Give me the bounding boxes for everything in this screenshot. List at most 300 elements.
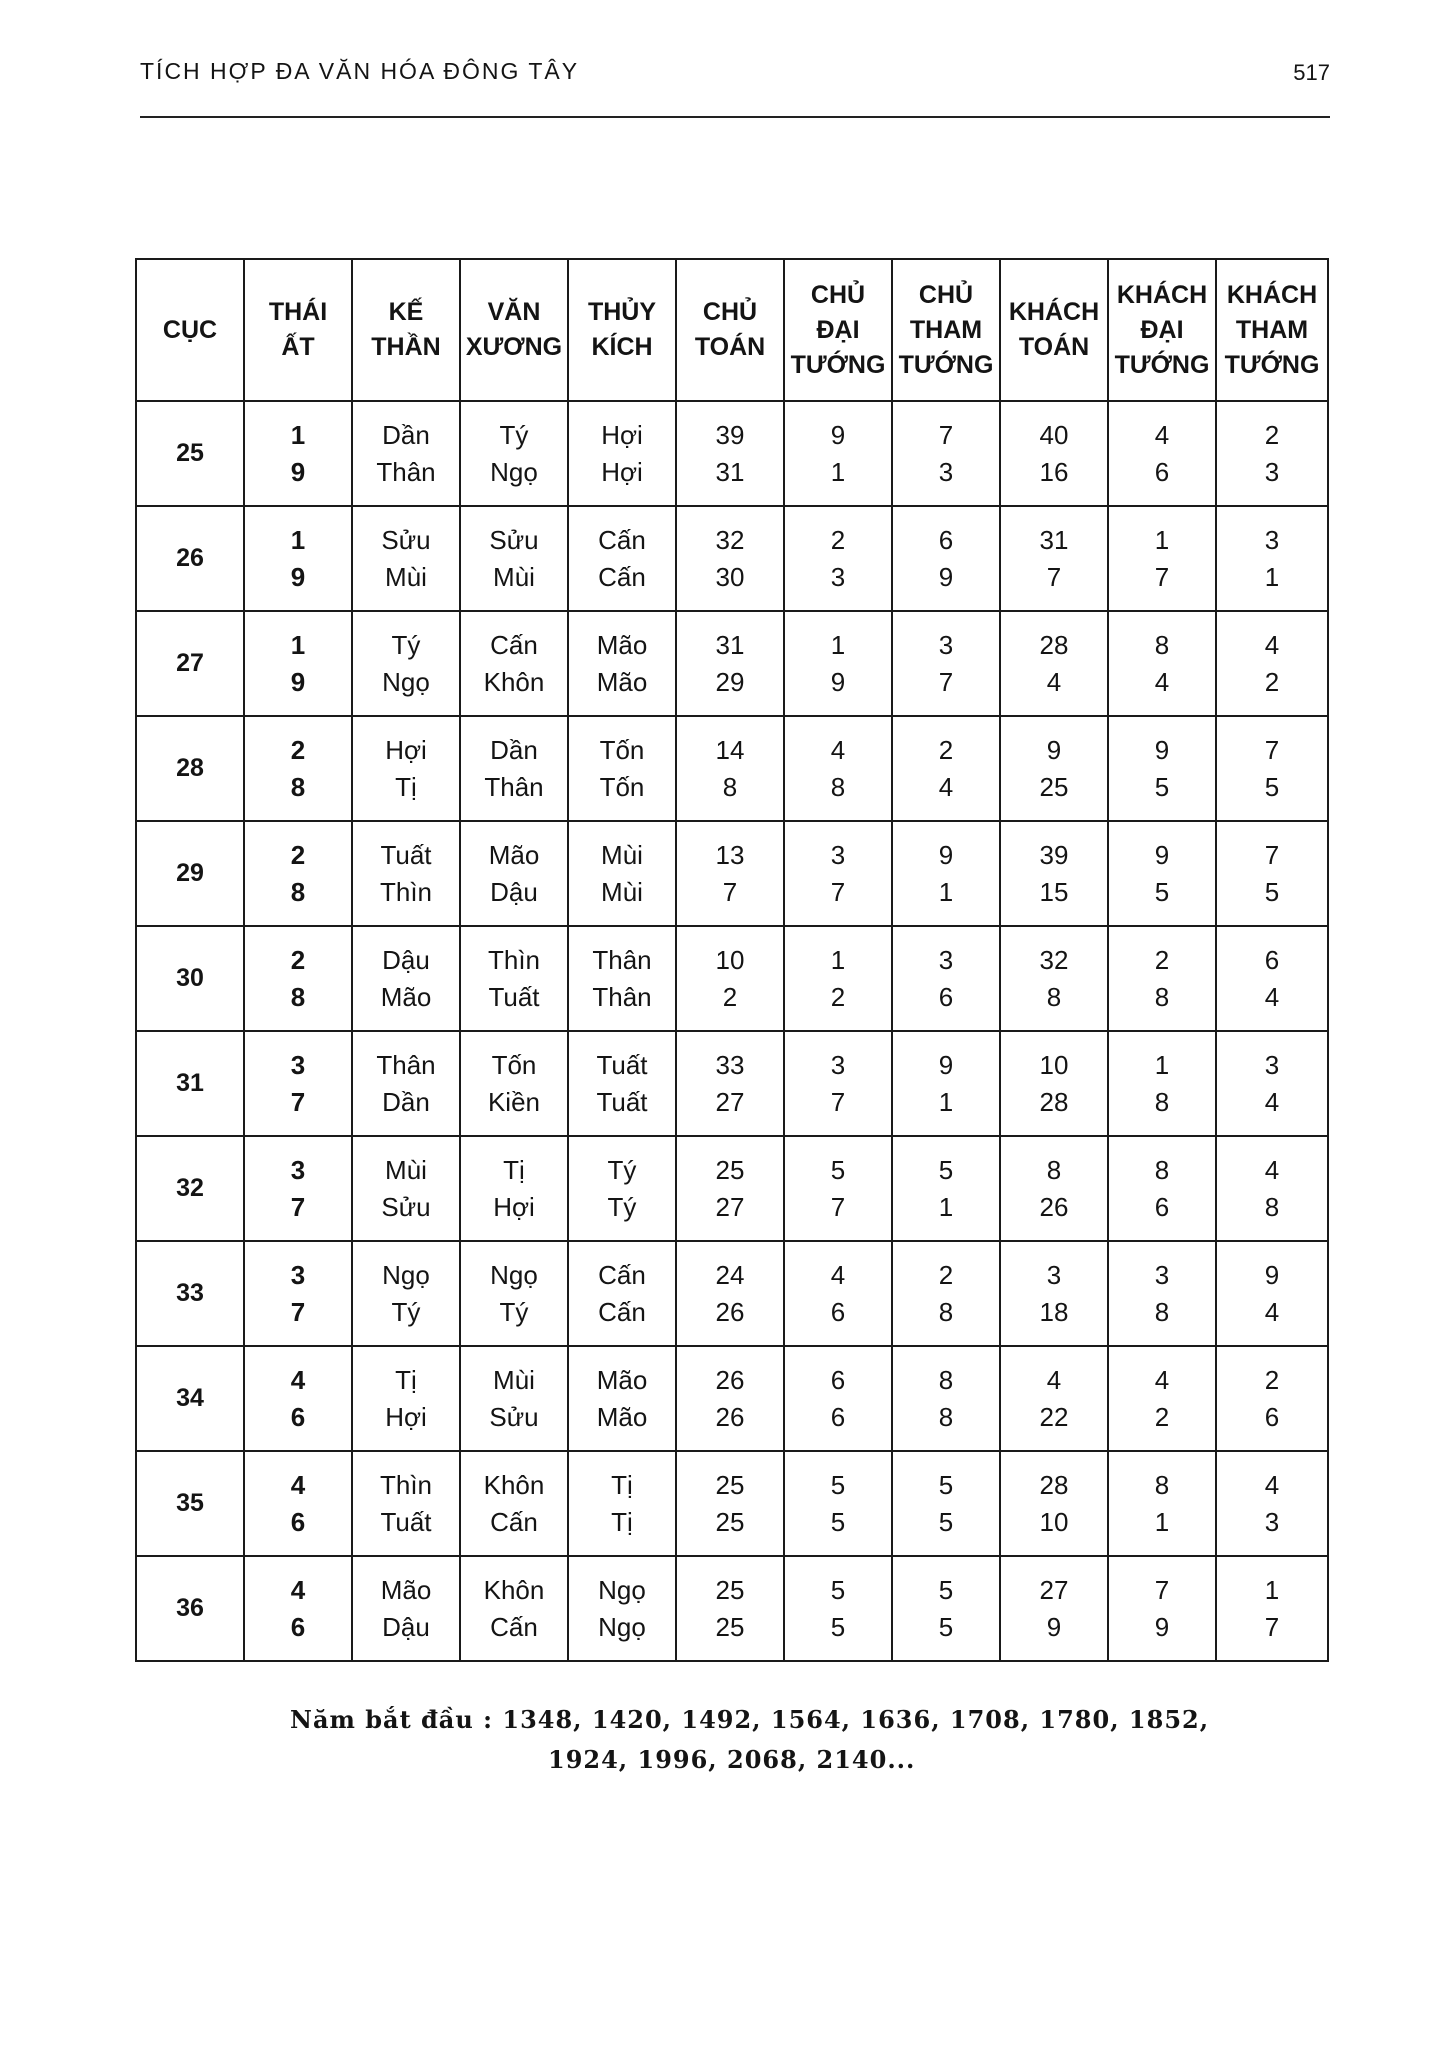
cell-value: Tuất xyxy=(596,1086,648,1117)
cell-value: 4 xyxy=(1046,1364,1062,1395)
cell-value: Khôn xyxy=(483,1574,545,1605)
table-cell xyxy=(244,611,352,716)
cell-value: 9 xyxy=(290,561,306,592)
table-cell xyxy=(1216,401,1328,506)
cell-value: 28 xyxy=(1039,1086,1069,1117)
table-cell xyxy=(1108,1136,1216,1241)
table-row xyxy=(136,821,1328,926)
cell-value: 3 xyxy=(1264,1506,1280,1537)
cell-value: 3 xyxy=(830,839,846,870)
cell-value: 4 xyxy=(938,771,954,802)
table-cell xyxy=(1000,1556,1108,1661)
cell-value: 7 xyxy=(290,1191,306,1222)
cell-value: 39 xyxy=(1039,839,1069,870)
table-cell xyxy=(352,716,460,821)
cell-value: 25 xyxy=(715,1469,745,1500)
cell-value: 9 xyxy=(290,666,306,697)
table-cell xyxy=(676,1241,784,1346)
column-header xyxy=(352,259,460,401)
column-header xyxy=(244,259,352,401)
cell-value: Tuất xyxy=(596,1049,648,1080)
table-cell xyxy=(784,506,892,611)
column-header xyxy=(676,259,784,401)
cell-value: 7 xyxy=(1264,1611,1280,1642)
table-cell xyxy=(676,506,784,611)
cell-value: 2 xyxy=(1264,419,1280,450)
cell-value: Mão xyxy=(488,839,540,870)
table-cell xyxy=(460,1451,568,1556)
cell-value: Tị xyxy=(611,1469,633,1500)
cell-value: 30 xyxy=(715,561,745,592)
table-row xyxy=(136,716,1328,821)
cell-value: 1 xyxy=(1154,1049,1170,1080)
cell-value: 6 xyxy=(1264,944,1280,975)
cell-value: 5 xyxy=(938,1469,954,1500)
cuc-number-cell: 31 xyxy=(136,1031,244,1136)
table-cell xyxy=(568,401,676,506)
column-header-line: CỤC xyxy=(162,315,218,344)
cell-value: 3 xyxy=(290,1049,306,1080)
cell-value: Tý xyxy=(607,1154,637,1185)
cell-value: Mùi xyxy=(385,561,427,592)
cell-value: Tị xyxy=(503,1154,525,1185)
cell-value: 9 xyxy=(938,561,954,592)
column-header-line: TƯỚNG xyxy=(1224,350,1320,379)
table-cell xyxy=(460,821,568,926)
cell-value: 9 xyxy=(1264,1259,1280,1290)
cell-value: Thìn xyxy=(379,876,433,907)
cell-value: Tý xyxy=(607,1191,637,1222)
cell-value: 8 xyxy=(1046,981,1062,1012)
table-cell xyxy=(568,1451,676,1556)
table-cell xyxy=(460,926,568,1031)
cell-value: 32 xyxy=(1039,944,1069,975)
cell-value: Tý xyxy=(391,629,421,660)
cuc-number-cell: 35 xyxy=(136,1451,244,1556)
cell-value: 2 xyxy=(938,1259,954,1290)
table-cell xyxy=(784,1136,892,1241)
cell-value: 14 xyxy=(715,734,745,765)
cell-value: Sửu xyxy=(381,1191,431,1222)
column-header-line: TOÁN xyxy=(1018,333,1090,361)
column-header-line: TƯỚNG xyxy=(790,350,886,379)
cell-value: 5 xyxy=(938,1574,954,1605)
column-header-line: XƯƠNG xyxy=(465,333,563,361)
cell-value: 9 xyxy=(830,419,846,450)
footer-note xyxy=(290,1700,1310,1780)
table-cell xyxy=(568,1136,676,1241)
cell-value: Cấn xyxy=(598,561,646,592)
cell-value: 3 xyxy=(1046,1259,1062,1290)
column-header-line: CHỦ xyxy=(810,280,866,309)
cell-value: 9 xyxy=(1046,734,1062,765)
cell-value: Cấn xyxy=(490,1506,538,1537)
column-header-line: KÍCH xyxy=(591,333,653,361)
cell-value: 4 xyxy=(290,1364,306,1395)
table-cell xyxy=(568,716,676,821)
column-header xyxy=(1216,259,1328,401)
cell-value: 1 xyxy=(290,629,306,660)
cell-value: Hợi xyxy=(493,1191,535,1222)
table-cell xyxy=(1108,716,1216,821)
cell-value: 1 xyxy=(1154,1506,1170,1537)
table-row xyxy=(136,1031,1328,1136)
table-cell xyxy=(892,716,1000,821)
cell-value: 8 xyxy=(1154,1296,1170,1327)
table-cell xyxy=(568,1241,676,1346)
cell-value: Mão xyxy=(596,666,648,697)
cell-value: 28 xyxy=(1039,629,1069,660)
cell-value: Mùi xyxy=(493,561,535,592)
cell-value: 4 xyxy=(1154,419,1170,450)
cell-value: Tý xyxy=(499,1296,529,1327)
cell-value: Thân xyxy=(376,1049,436,1080)
table-cell xyxy=(352,506,460,611)
column-header xyxy=(460,259,568,401)
cell-value: 5 xyxy=(1264,876,1280,907)
column-header-line: THAM xyxy=(1235,315,1309,344)
cell-value: 5 xyxy=(938,1611,954,1642)
cell-value: 26 xyxy=(715,1296,745,1327)
cell-value: 25 xyxy=(1039,771,1069,802)
cell-value: 7 xyxy=(1264,839,1280,870)
table-cell xyxy=(568,1346,676,1451)
cell-value: Cấn xyxy=(598,1296,646,1327)
cell-value: 1 xyxy=(938,1086,954,1117)
table-cell xyxy=(1000,716,1108,821)
cell-value: 4 xyxy=(1264,1469,1280,1500)
cell-value: Cấn xyxy=(490,1611,538,1642)
table-cell xyxy=(352,1346,460,1451)
cuc-number-cell: 33 xyxy=(136,1241,244,1346)
cell-value: Cấn xyxy=(598,1259,646,1290)
table-cell xyxy=(1000,1346,1108,1451)
table-cell xyxy=(892,1451,1000,1556)
cell-value: 5 xyxy=(938,1506,954,1537)
table-cell xyxy=(568,1031,676,1136)
cell-value: 8 xyxy=(938,1296,954,1327)
column-header-line: ĐẠI xyxy=(1140,315,1184,344)
cell-value: 4 xyxy=(1154,666,1170,697)
table-cell xyxy=(352,1136,460,1241)
cell-value: 1 xyxy=(290,524,306,555)
cell-value: Mão xyxy=(596,629,648,660)
cell-value: 7 xyxy=(1264,734,1280,765)
page-number: 517 xyxy=(1293,60,1330,85)
cell-value: 8 xyxy=(830,771,846,802)
cell-value: 2 xyxy=(1264,666,1280,697)
cell-value: 5 xyxy=(830,1154,846,1185)
table-cell xyxy=(352,401,460,506)
cell-value: 6 xyxy=(1154,1191,1170,1222)
table-cell xyxy=(1108,1241,1216,1346)
cell-value: 8 xyxy=(1154,1469,1170,1500)
table-row xyxy=(136,1451,1328,1556)
table-cell xyxy=(1000,506,1108,611)
cell-value: 32 xyxy=(715,524,745,555)
cell-value: 8 xyxy=(290,771,306,802)
cell-value: 25 xyxy=(715,1506,745,1537)
cell-value: 7 xyxy=(1046,561,1062,592)
column-header-line: KHÁCH xyxy=(1116,280,1208,309)
column-header-line: CHỦ xyxy=(918,280,974,309)
cell-value: 22 xyxy=(1039,1401,1069,1432)
cell-value: Mão xyxy=(596,1401,648,1432)
column-header-line: KẾ xyxy=(388,298,424,326)
cuc-number-cell: 29 xyxy=(136,821,244,926)
cell-value: 18 xyxy=(1039,1296,1069,1327)
table-cell xyxy=(244,1556,352,1661)
table-row xyxy=(136,1241,1328,1346)
cell-value: 10 xyxy=(1039,1049,1069,1080)
cuc-number-cell: 27 xyxy=(136,611,244,716)
table-cell xyxy=(568,611,676,716)
table-cell xyxy=(892,821,1000,926)
cell-value: 3 xyxy=(830,561,846,592)
cell-value: Hợi xyxy=(385,1401,427,1432)
table-cell xyxy=(784,1556,892,1661)
table-cell xyxy=(460,401,568,506)
cell-value: 2 xyxy=(938,734,954,765)
cell-value: 2 xyxy=(290,734,306,765)
cell-value: 6 xyxy=(1264,1401,1280,1432)
cuc-number-cell: 28 xyxy=(136,716,244,821)
table-cell xyxy=(784,1031,892,1136)
cell-value: 9 xyxy=(290,456,306,487)
table-cell xyxy=(892,1346,1000,1451)
table-cell xyxy=(460,716,568,821)
column-header-line: THẦN xyxy=(371,333,441,361)
column-header xyxy=(1108,259,1216,401)
cell-value: Mão xyxy=(596,1364,648,1395)
table-cell xyxy=(892,506,1000,611)
table-cell xyxy=(1216,821,1328,926)
table-cell xyxy=(1108,401,1216,506)
cell-value: 8 xyxy=(938,1401,954,1432)
cell-value: Dần xyxy=(490,734,538,765)
table-cell xyxy=(784,401,892,506)
table-cell xyxy=(460,506,568,611)
cell-value: 7 xyxy=(830,1086,846,1117)
cell-value: 3 xyxy=(938,944,954,975)
cell-value: 9 xyxy=(830,666,846,697)
table-body xyxy=(136,401,1328,1661)
cuc-number-cell: 34 xyxy=(136,1346,244,1451)
cell-value: 1 xyxy=(938,1191,954,1222)
cell-value: 8 xyxy=(1154,981,1170,1012)
table-cell xyxy=(676,401,784,506)
cell-value: Tuất xyxy=(488,981,540,1012)
cell-value: 15 xyxy=(1039,876,1069,907)
table-cell xyxy=(1216,611,1328,716)
table-cell xyxy=(784,1241,892,1346)
table-cell xyxy=(244,716,352,821)
cell-value: 2 xyxy=(1154,944,1170,975)
cell-value: Tốn xyxy=(599,734,645,765)
table-cell xyxy=(1000,1451,1108,1556)
cell-value: 9 xyxy=(1046,1611,1062,1642)
cell-value: Dậu xyxy=(382,944,430,975)
cell-value: 16 xyxy=(1039,456,1069,487)
cell-value: Hợi xyxy=(601,456,643,487)
table-cell xyxy=(676,821,784,926)
table-cell xyxy=(1216,1451,1328,1556)
table-cell xyxy=(460,1241,568,1346)
table-cell xyxy=(352,1031,460,1136)
cell-value: 1 xyxy=(830,944,846,975)
cell-value: 6 xyxy=(290,1506,306,1537)
cell-value: Dần xyxy=(382,419,430,450)
table-cell xyxy=(352,1451,460,1556)
table-cell xyxy=(1108,506,1216,611)
cell-value: 31 xyxy=(715,629,745,660)
table-cell xyxy=(1000,1136,1108,1241)
cell-value: 5 xyxy=(1154,876,1170,907)
table-cell xyxy=(676,611,784,716)
cell-value: 7 xyxy=(830,1191,846,1222)
column-header-line: KHÁCH xyxy=(1008,298,1100,326)
cell-value: 8 xyxy=(290,876,306,907)
table-cell xyxy=(1216,1556,1328,1661)
cell-value: 2 xyxy=(290,944,306,975)
table-header-row xyxy=(136,259,1328,401)
header-rule xyxy=(140,116,1330,118)
cell-value: 7 xyxy=(1154,1574,1170,1605)
cell-value: 9 xyxy=(1154,734,1170,765)
cell-value: 31 xyxy=(715,456,745,487)
table-cell xyxy=(244,1451,352,1556)
cell-value: 4 xyxy=(290,1574,306,1605)
cell-value: 5 xyxy=(830,1506,846,1537)
table-cell xyxy=(460,1031,568,1136)
cell-value: 1 xyxy=(290,419,306,450)
table-cell xyxy=(244,1031,352,1136)
table-cell xyxy=(352,926,460,1031)
table-cell xyxy=(676,1556,784,1661)
table-row xyxy=(136,1136,1328,1241)
table-row xyxy=(136,926,1328,1031)
column-header-line: VĂN xyxy=(487,298,541,326)
cell-value: 27 xyxy=(715,1191,745,1222)
cell-value: 7 xyxy=(830,876,846,907)
table-cell xyxy=(352,821,460,926)
table-cell xyxy=(1216,506,1328,611)
cell-value: 3 xyxy=(290,1154,306,1185)
table-cell xyxy=(1000,1031,1108,1136)
cell-value: 8 xyxy=(1154,1154,1170,1185)
table-cell xyxy=(568,506,676,611)
cell-value: Mùi xyxy=(493,1364,535,1395)
table-cell xyxy=(892,1031,1000,1136)
table-cell xyxy=(244,506,352,611)
table-cell xyxy=(892,1241,1000,1346)
table-cell xyxy=(244,1136,352,1241)
table-cell xyxy=(1108,611,1216,716)
cell-value: 4 xyxy=(1264,629,1280,660)
cuc-number-cell: 25 xyxy=(136,401,244,506)
column-header-line: ẤT xyxy=(281,333,315,361)
column-header-line: THỦY xyxy=(587,298,657,326)
table-cell xyxy=(1000,821,1108,926)
cell-value: Thìn xyxy=(379,1469,433,1500)
column-header xyxy=(784,259,892,401)
table-cell xyxy=(1216,1241,1328,1346)
table-cell xyxy=(460,1136,568,1241)
cell-value: 26 xyxy=(715,1364,745,1395)
table-cell xyxy=(1000,401,1108,506)
cell-value: 5 xyxy=(830,1469,846,1500)
cell-value: Sửu xyxy=(489,524,539,555)
table-cell xyxy=(784,611,892,716)
cell-value: 1 xyxy=(1264,561,1280,592)
column-header xyxy=(1000,259,1108,401)
cell-value: Tị xyxy=(611,1506,633,1537)
cell-value: 1 xyxy=(830,629,846,660)
column-header-line: TƯỚNG xyxy=(898,350,994,379)
cell-value: Tốn xyxy=(491,1049,537,1080)
cell-value: 3 xyxy=(938,629,954,660)
cell-value: 2 xyxy=(1154,1401,1170,1432)
cell-value: 28 xyxy=(1039,1469,1069,1500)
table-cell xyxy=(676,1451,784,1556)
table-cell xyxy=(1108,821,1216,926)
column-header-line: THÁI xyxy=(268,298,328,326)
cell-value: Tuất xyxy=(380,839,432,870)
cell-value: Tốn xyxy=(599,771,645,802)
cell-value: 3 xyxy=(290,1259,306,1290)
table-cell xyxy=(460,1556,568,1661)
cell-value: 8 xyxy=(938,1364,954,1395)
cell-value: Sửu xyxy=(489,1401,539,1432)
table-cell xyxy=(784,926,892,1031)
cell-value: 1 xyxy=(1154,524,1170,555)
table-row xyxy=(136,1346,1328,1451)
table-cell xyxy=(568,1556,676,1661)
table-cell xyxy=(784,716,892,821)
cell-value: Thân xyxy=(376,456,436,487)
cell-value: Sửu xyxy=(381,524,431,555)
cell-value: 27 xyxy=(715,1086,745,1117)
cell-value: 6 xyxy=(830,1364,846,1395)
cell-value: 10 xyxy=(1039,1506,1069,1537)
table-row xyxy=(136,401,1328,506)
cell-value: 7 xyxy=(938,666,954,697)
cell-value: 10 xyxy=(715,944,745,975)
cell-value: 25 xyxy=(715,1154,745,1185)
cell-value: 1 xyxy=(1264,1574,1280,1605)
column-header-line: THAM xyxy=(909,315,983,344)
cell-value: 7 xyxy=(722,876,738,907)
table-cell xyxy=(784,821,892,926)
running-header-title: TÍCH HỢP ĐA VĂN HÓA ĐÔNG TÂY xyxy=(140,58,580,84)
cell-value: 9 xyxy=(938,839,954,870)
cell-value: 3 xyxy=(1264,1049,1280,1080)
table-cell xyxy=(1216,716,1328,821)
cell-value: 4 xyxy=(290,1469,306,1500)
cell-value: 5 xyxy=(830,1574,846,1605)
table-cell xyxy=(892,611,1000,716)
table-cell xyxy=(892,401,1000,506)
column-header-line: ĐẠI xyxy=(816,315,860,344)
table-cell xyxy=(244,1241,352,1346)
table-cell xyxy=(460,611,568,716)
cell-value: 5 xyxy=(938,1154,954,1185)
cell-value: 4 xyxy=(1264,1296,1280,1327)
column-header xyxy=(892,259,1000,401)
cell-value: Tý xyxy=(391,1296,421,1327)
table-cell xyxy=(1216,926,1328,1031)
table-cell xyxy=(676,716,784,821)
